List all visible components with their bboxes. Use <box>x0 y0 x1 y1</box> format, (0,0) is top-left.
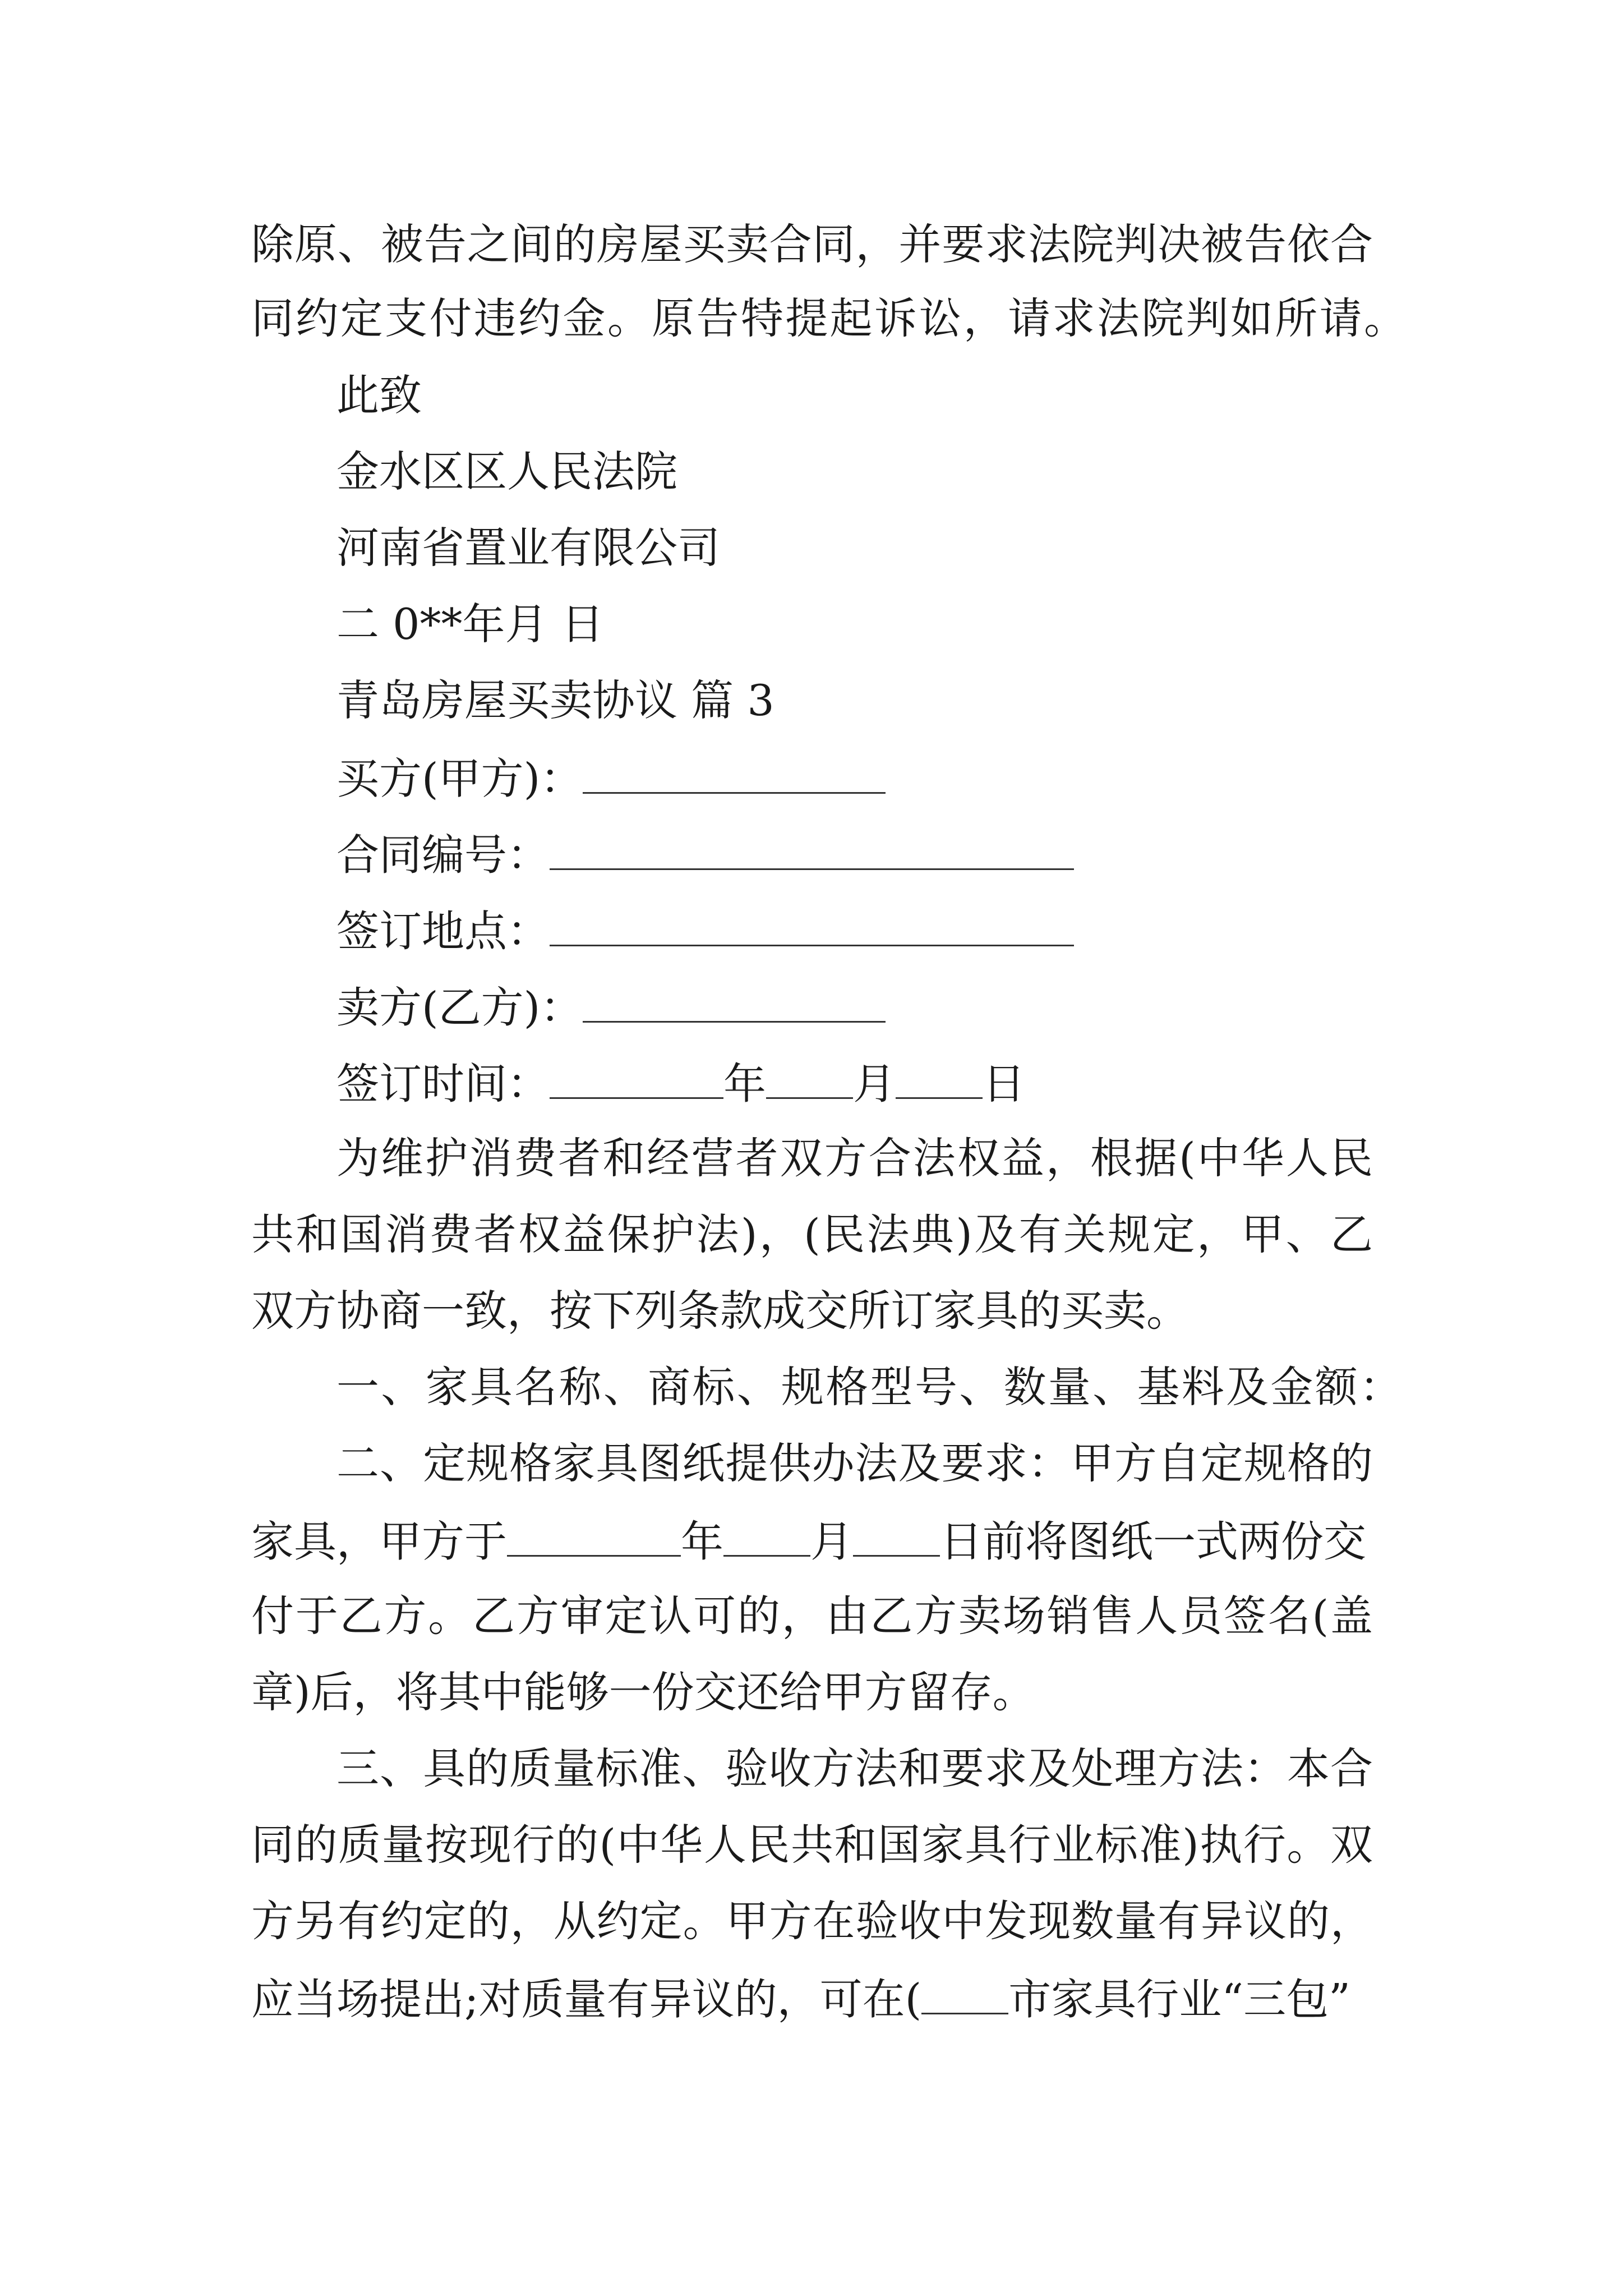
day-blank <box>896 1061 983 1099</box>
paragraph-line: 共和国消费者权益保护法)，(民法典)及有关规定，甲、乙 <box>251 1209 1373 1259</box>
clause-2-line: 付于乙方。乙方审定认可的，由乙方卖场销售人员签名(盖 <box>251 1591 1373 1641</box>
company-name: 河南省置业有限公司 <box>336 523 720 573</box>
month-label: 月 <box>853 1059 896 1109</box>
seller-label: 卖方(乙方)： <box>336 982 583 1033</box>
day-blank <box>853 1519 940 1557</box>
place-field <box>336 906 1074 956</box>
clause-3-line: 方另有约定的，从约定。甲方在验收中发现数量有异议的， <box>251 1896 1373 1946</box>
paragraph-line: 同约定支付违约金。原告特提起诉讼，请求法院判如所请。 <box>251 293 1407 343</box>
court-name: 金水区区人民法院 <box>336 447 677 496</box>
month-blank <box>723 1519 810 1557</box>
section-title: 青岛房屋买卖协议 篇 3 <box>336 675 774 725</box>
clause-3-line: 三、具的质量标准、验收方法和要求及处理方法：本合 <box>336 1743 1373 1793</box>
place-blank <box>550 908 1074 946</box>
buyer-label: 买方(甲方)： <box>336 753 583 804</box>
year-blank <box>550 1061 723 1099</box>
seller-field <box>336 982 886 1033</box>
clause-1: 一、家具名称、商标、规格型号、数量、基料及金额： <box>336 1362 1402 1412</box>
clause-2-line: 二、定规格家具图纸提供办法及要求：甲方自定规格的 <box>336 1438 1373 1488</box>
clause-2-line: 家具，甲方于 年 月 日前将图纸一式两份交 <box>251 1516 1366 1567</box>
buyer-field <box>336 753 886 804</box>
place-label: 签订地点： <box>336 906 550 956</box>
city-blank <box>921 1976 1008 2014</box>
paragraph-line: 除原、被告之间的房屋买卖合同，并要求法院判决被告依合 <box>251 219 1373 269</box>
buyer-blank <box>583 756 886 794</box>
paragraph-line: 双方协商一致，按下列条款成交所订家具的买卖。 <box>251 1286 1189 1336</box>
date-line: 二 0**年月 日 <box>336 599 604 649</box>
paragraph-line: 为维护消费者和经营者双方合法权益，根据(中华人民 <box>336 1133 1373 1183</box>
day-label: 日 <box>983 1059 1025 1109</box>
clause-2-line: 章)后，将其中能够一份交还给甲方留存。 <box>251 1667 1035 1717</box>
month-blank <box>766 1061 853 1099</box>
year-blank <box>507 1519 681 1557</box>
contract-no-field <box>336 830 1074 880</box>
time-field <box>336 1059 1025 1109</box>
year-label: 年 <box>723 1059 766 1109</box>
clause-3-line: 同的质量按现行的(中华人民共和国家具行业标准)执行。双 <box>251 1820 1373 1870</box>
time-label: 签订时间： <box>336 1059 550 1109</box>
contract-no-label: 合同编号： <box>336 830 550 880</box>
contract-no-blank <box>550 832 1074 870</box>
salutation: 此致 <box>336 370 422 420</box>
seller-blank <box>583 984 886 1023</box>
clause-3-line: 应当场提出;对质量有异议的，可在( 市家具行业“三包” <box>251 1974 1350 2024</box>
